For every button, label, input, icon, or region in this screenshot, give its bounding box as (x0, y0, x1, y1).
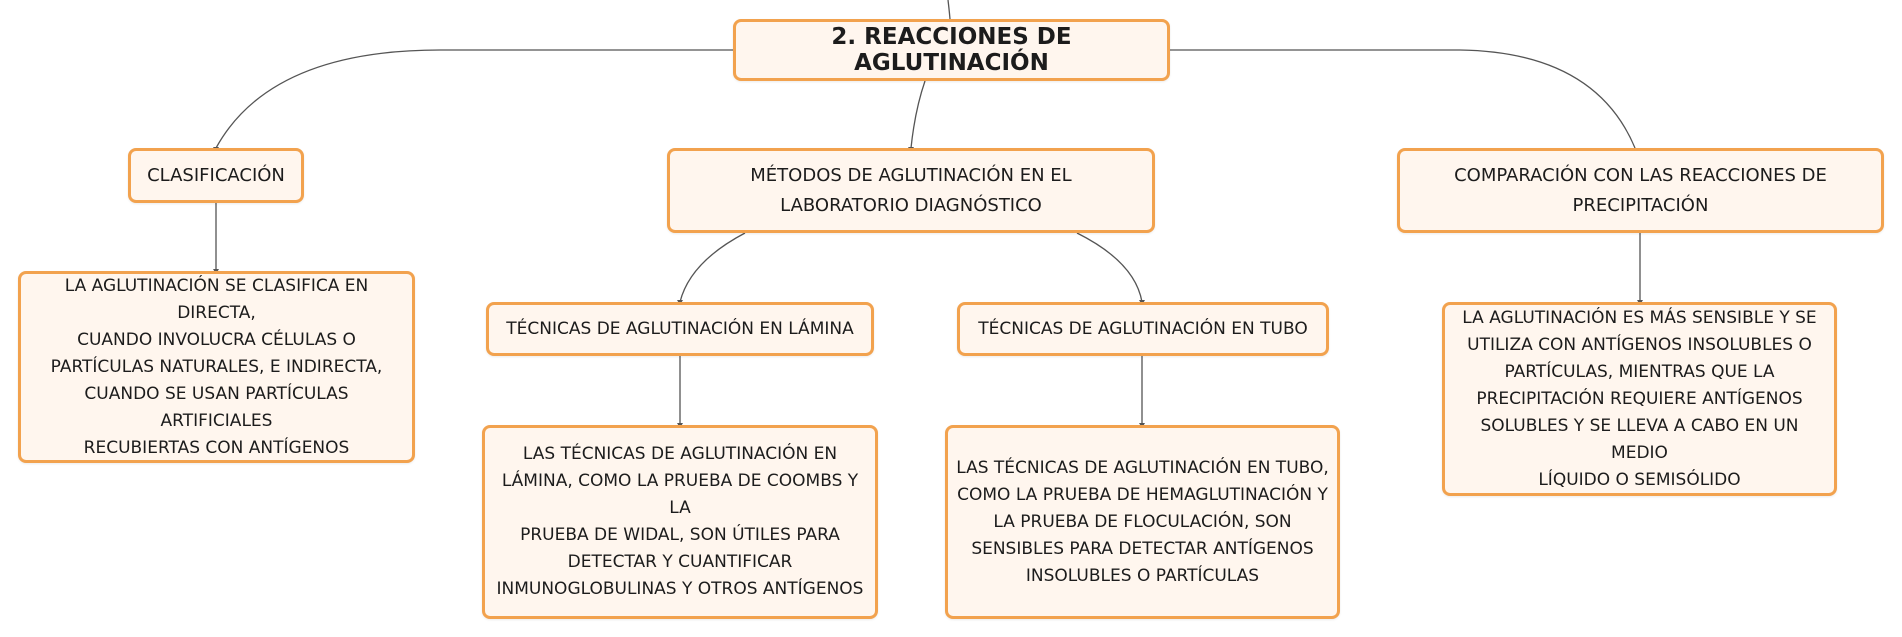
metodos-label: MÉTODOS DE AGLUTINACIÓN EN EL LABORATORIO DIAGNÓSTICO (750, 164, 1072, 216)
lamina-description-text: LAS TÉCNICAS DE AGLUTINACIÓN EN LÁMINA, COMO LA PRUEBA DE COOMBS Y LA PRUEBA DE WIDAL, SON ÚTILES PARA DETECTAR Y CUANTIFICAR INMUNOGLOBULINAS Y OTROS ANTÍGENOS (496, 444, 864, 599)
root-topic-node[interactable] (733, 19, 1170, 81)
comparacion-label: COMPARACIÓN CON LAS REACCIONES DE PRECIPITACIÓN (1454, 164, 1827, 216)
clasificacion-description-text: LA AGLUTINACIÓN SE CLASIFICA EN DIRECTA, CUANDO INVOLUCRA CÉLULAS O PARTÍCULAS NATURALES, E INDIRECTA, CUANDO SE USAN PARTÍCULAS ARTIFICIALES RECUBIERTAS CON ANTÍGENOS (50, 275, 383, 458)
metodos-node[interactable] (667, 148, 1155, 233)
connector-metodos-to-tubo (1077, 233, 1142, 302)
clasificacion-label: CLASIFICACIÓN (147, 164, 285, 186)
comparacion-description-node[interactable] (1442, 302, 1837, 496)
tubo-description-text: LAS TÉCNICAS DE AGLUTINACIÓN EN TUBO, COMO LA PRUEBA DE HEMAGLUTINACIÓN Y LA PRUEBA DE FLOCULACIÓN, SON SENSIBLES PARA DETECTAR ANTÍGENOS INSOLUBLES O PARTÍCULAS (956, 457, 1329, 586)
tubo-technique-label: TÉCNICAS DE AGLUTINACIÓN EN TUBO (978, 318, 1308, 339)
root-topic-label: 2. REACCIONES DE AGLUTINACIÓN (831, 24, 1072, 76)
connector-metodos-to-lamina (680, 233, 745, 302)
connector-root-to-metodos (911, 81, 925, 148)
clasificacion-description-node[interactable] (18, 271, 415, 463)
clasificacion-node[interactable] (128, 148, 304, 203)
connector-root-to-clasificacion (216, 50, 733, 148)
lamina-technique-node[interactable] (486, 302, 874, 356)
lamina-technique-label: TÉCNICAS DE AGLUTINACIÓN EN LÁMINA (506, 318, 854, 339)
comparacion-description-text: LA AGLUTINACIÓN ES MÁS SENSIBLE Y SE UTILIZA CON ANTÍGENOS INSOLUBLES O PARTÍCULAS, MIENTRAS QUE LA PRECIPITACIÓN REQUIERE ANTÍGENOS SOLUBLES Y SE LLEVA A CABO EN UN MEDIO LÍQUIDO O SEMISÓLIDO (1462, 307, 1817, 490)
connector-parent-to-root (948, 0, 950, 19)
comparacion-node[interactable] (1397, 148, 1884, 233)
tubo-description-node[interactable] (945, 425, 1340, 619)
connector-root-to-comparacion (1170, 50, 1635, 148)
tubo-technique-node[interactable] (957, 302, 1329, 356)
lamina-description-node[interactable] (482, 425, 878, 619)
